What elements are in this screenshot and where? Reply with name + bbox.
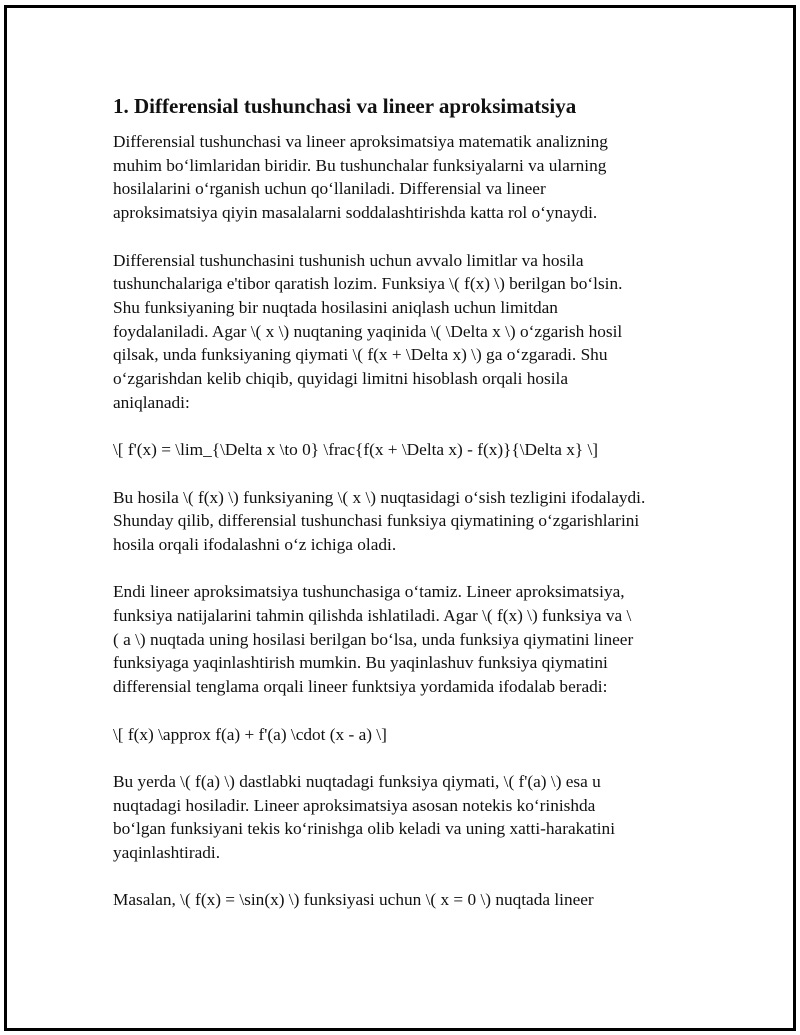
text-line: Differensial tushunchasini tushunish uchun avvalo limitlar va hosila — [113, 250, 584, 270]
text-line: o‘zgarishdan kelib chiqib, quyidagi limitni hisoblash orqali hosila — [113, 369, 568, 389]
paragraph — [113, 580, 683, 699]
paragraph — [113, 770, 683, 865]
text-line: ( a \) nuqtada uning hosilasi berilgan bo‘lsa, unda funksiya qiymatini lineer — [113, 629, 634, 649]
paragraph — [113, 438, 683, 462]
text-line: Bu yerda \( f(a) \) dastlabki nuqtadagi funksiya qiymati, \( f'(a) \) esa u — [113, 771, 601, 791]
text-line: hosila orqali ifodalashni o‘z ichiga oladi. — [113, 534, 397, 554]
text-line: qilsak, unda funksiyaning qiymati \( f(x + \Delta x) \) ga o‘zgaradi. Shu — [113, 345, 608, 365]
paragraph — [113, 888, 683, 912]
text-line: \[ f(x) \approx f(a) + f'(a) \cdot (x - a) \] — [113, 724, 387, 744]
text-line: funksiya natijalarini tahmin qilishda ishlatiladi. Agar \( f(x) \) funksiya va \ — [113, 606, 632, 625]
text-line: tushunchalariga e'tibor qaratish lozim. Funksiya \( f(x) \) berilgan bo‘lsin. — [113, 274, 623, 294]
paragraph — [113, 723, 683, 747]
text-line: Shunday qilib, differensial tushunchasi funksiya qiymatining o‘zgarishlarini — [113, 511, 640, 531]
text-line: nuqtadagi hosiladir. Lineer aproksimatsiya asosan notekis ko‘rinishda — [113, 795, 596, 815]
text-line: muhim bo‘limlaridan biridir. Bu tushunchalar funksiyalarni va ularning — [113, 155, 607, 175]
paragraph — [113, 130, 683, 225]
text-line: funksiyaga yaqinlashtirish mumkin. Bu yaqinlashuv funksiya qiymatini — [113, 653, 608, 673]
text-line: Shu funksiyaning bir nuqtada hosilasini aniqlash uchun limitdan — [113, 297, 558, 317]
text-line: differensial tenglama orqali lineer funktsiya yordamida ifodalab beradi: — [113, 677, 608, 697]
document-body — [113, 93, 683, 936]
text-line: hosilalarini o‘rganish uchun qo‘llaniladi. Differensial va lineer — [113, 179, 546, 199]
text-line: \[ f'(x) = \lim_{\Delta x \to 0} \frac{f(x + \Delta x) - f(x)}{\Delta x} \] — [113, 440, 599, 460]
text-line: yaqinlashtiradi. — [113, 843, 221, 862]
text-line: Bu hosila \( f(x) \) funksiyaning \( x \) nuqtasidagi o‘sish tezligini ifodalaydi. — [113, 487, 646, 507]
text-line: foydalaniladi. Agar \( x \) nuqtaning yaqinida \( \Delta x \) o‘zgarish hosil — [113, 321, 623, 341]
text-line: bo‘lgan funksiyani tekis ko‘rinishga olib keladi va uning xatti-harakatini — [113, 819, 616, 839]
section-heading: 1. Differensial tushunchasi va lineer aproksimatsiya — [113, 94, 577, 118]
paragraph — [113, 486, 683, 557]
text-line: Endi lineer aproksimatsiya tushunchasiga o‘tamiz. Lineer aproksimatsiya, — [113, 582, 625, 602]
paragraph — [113, 249, 683, 415]
text-line: Masalan, \( f(x) = \sin(x) \) funksiyasi uchun \( x = 0 \) nuqtada lineer — [113, 890, 594, 910]
text-line: Differensial tushunchasi va lineer aproksimatsiya matematik analizning — [113, 132, 608, 151]
text-line: aniqlanadi: — [113, 392, 190, 412]
paragraph-list — [113, 130, 683, 912]
text-line: aproksimatsiya qiyin masalalarni soddalashtirishda katta rol o‘ynaydi. — [113, 203, 598, 223]
